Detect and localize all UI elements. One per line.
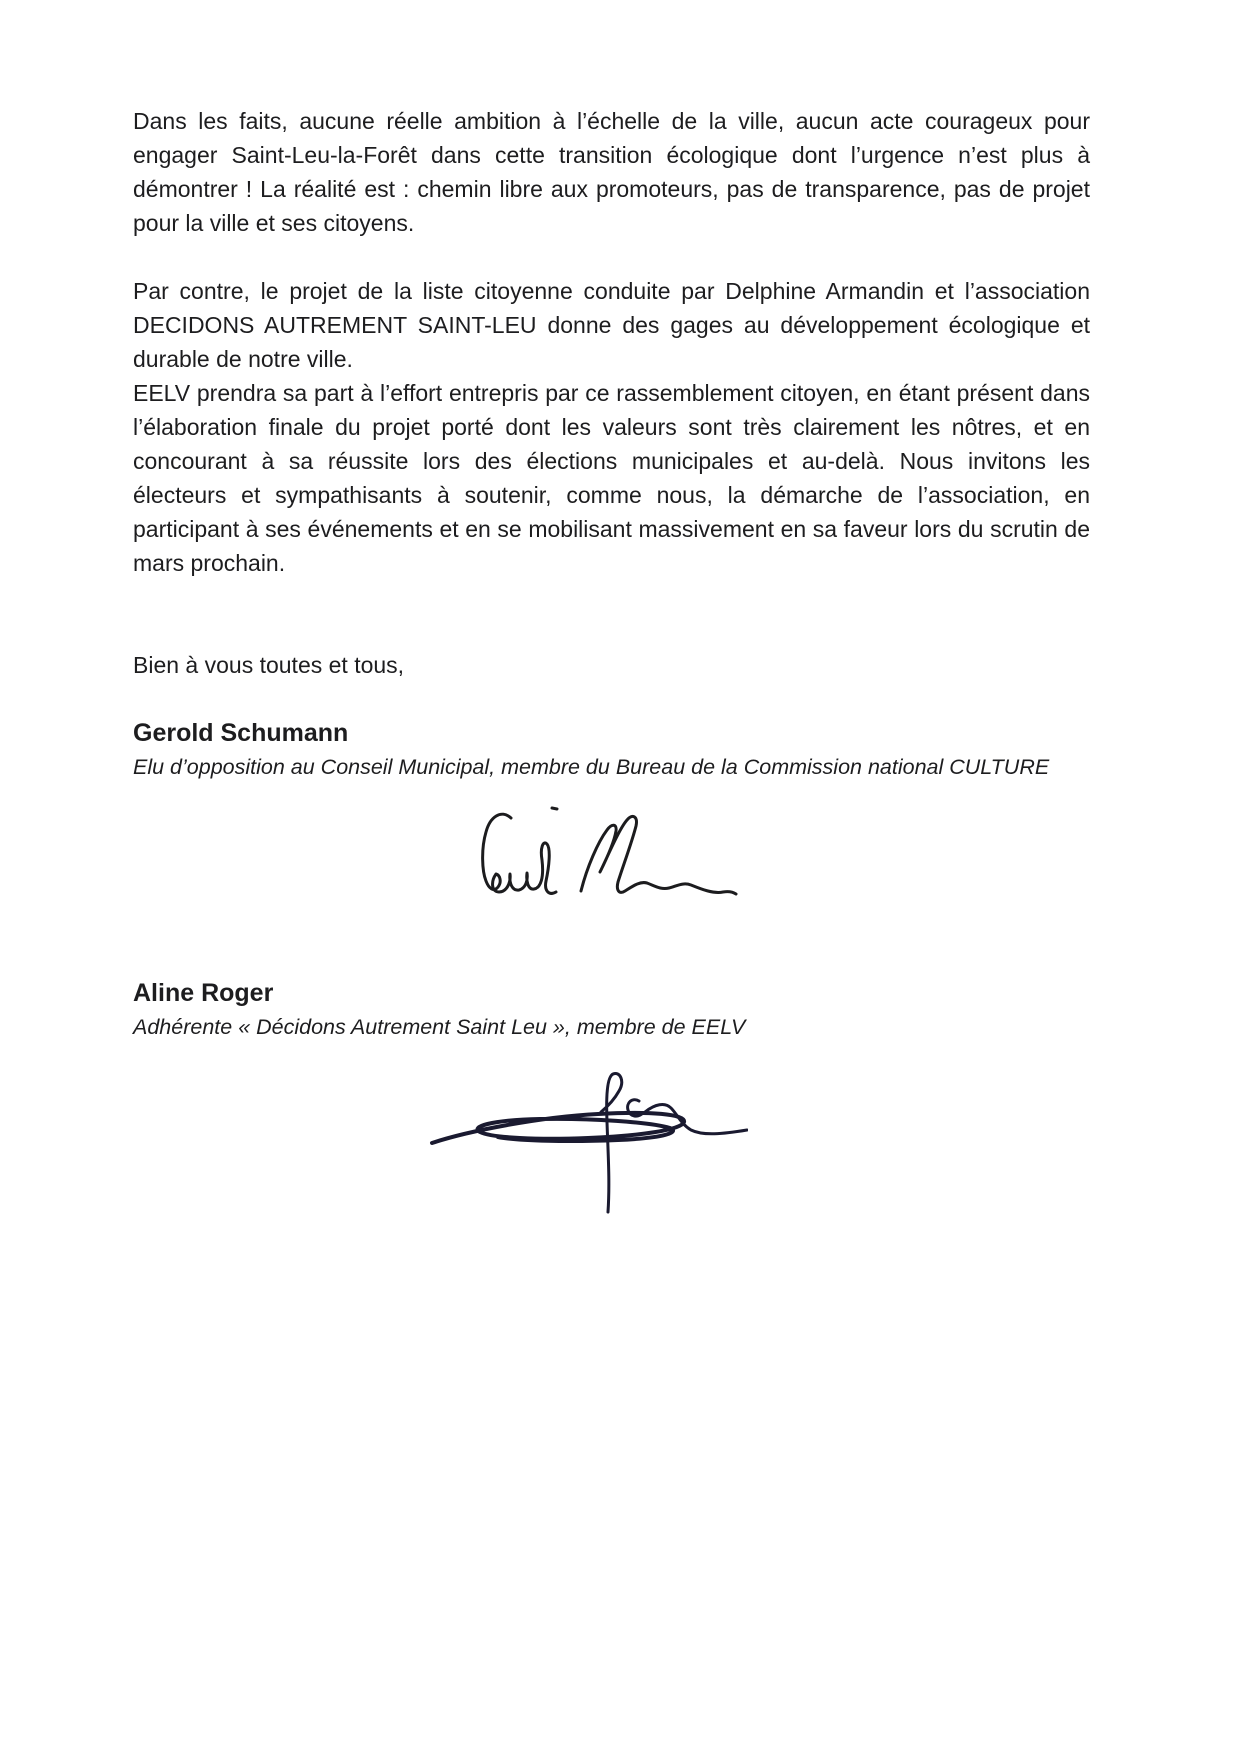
signatory-role-aline-roger: Adhérente « Décidons Autrement Saint Leu », membre de EELV	[133, 1015, 746, 1039]
paragraph-1: Dans les faits, aucune réelle ambition à l’échelle de la ville, aucun acte courageux pour engager Saint-Leu-la-Forêt dans cette transition écologique dont l’urgence n’est plus à démontrer ! La réalité est : chemin libre aux promoteurs, pas de transparence, pas de projet pour la ville et ses citoyens.	[133, 108, 1090, 236]
paragraph-2: Par contre, le projet de la liste citoyenne conduite par Delphine Armandin et l’association DECIDONS AUTREMENT SAINT-LEU donne des gages au développement écologique et durable de notre ville.	[133, 278, 1090, 372]
gerold-schumann-signature-icon	[428, 804, 738, 920]
aline-roger-signature-icon	[418, 1062, 748, 1217]
signature-ink-dot	[552, 808, 557, 809]
signature-ink-first-name	[483, 814, 556, 893]
signatory-name-gerold-schumann: Gerold Schumann	[133, 719, 349, 747]
signature-ink-flourish	[432, 1113, 684, 1143]
closing-salutation: Bien à vous toutes et tous,	[133, 652, 405, 678]
signatory-role-gerold-schumann: Elu d’opposition au Conseil Municipal, membre du Bureau de la Commission national CULTURE	[133, 755, 1050, 779]
signatory-name-aline-roger: Aline Roger	[133, 979, 274, 1007]
signature-ink-last-name	[581, 816, 736, 894]
signature-ink-stem	[601, 1073, 622, 1212]
paragraph-3: EELV prendra sa part à l’effort entrepris par ce rassemblement citoyen, en étant présent dans l’élaboration finale du projet porté dont les valeurs sont très clairement les nôtres, et en concourant à sa réussite lors des élections municipales et au-delà. Nous invitons les électeurs et sympathisants à soutenir, comme nous, la démarche de l’association, en participant à ses événements et en se mobilisant massivement en sa faveur lors du scrutin de mars prochain.	[133, 380, 1090, 576]
